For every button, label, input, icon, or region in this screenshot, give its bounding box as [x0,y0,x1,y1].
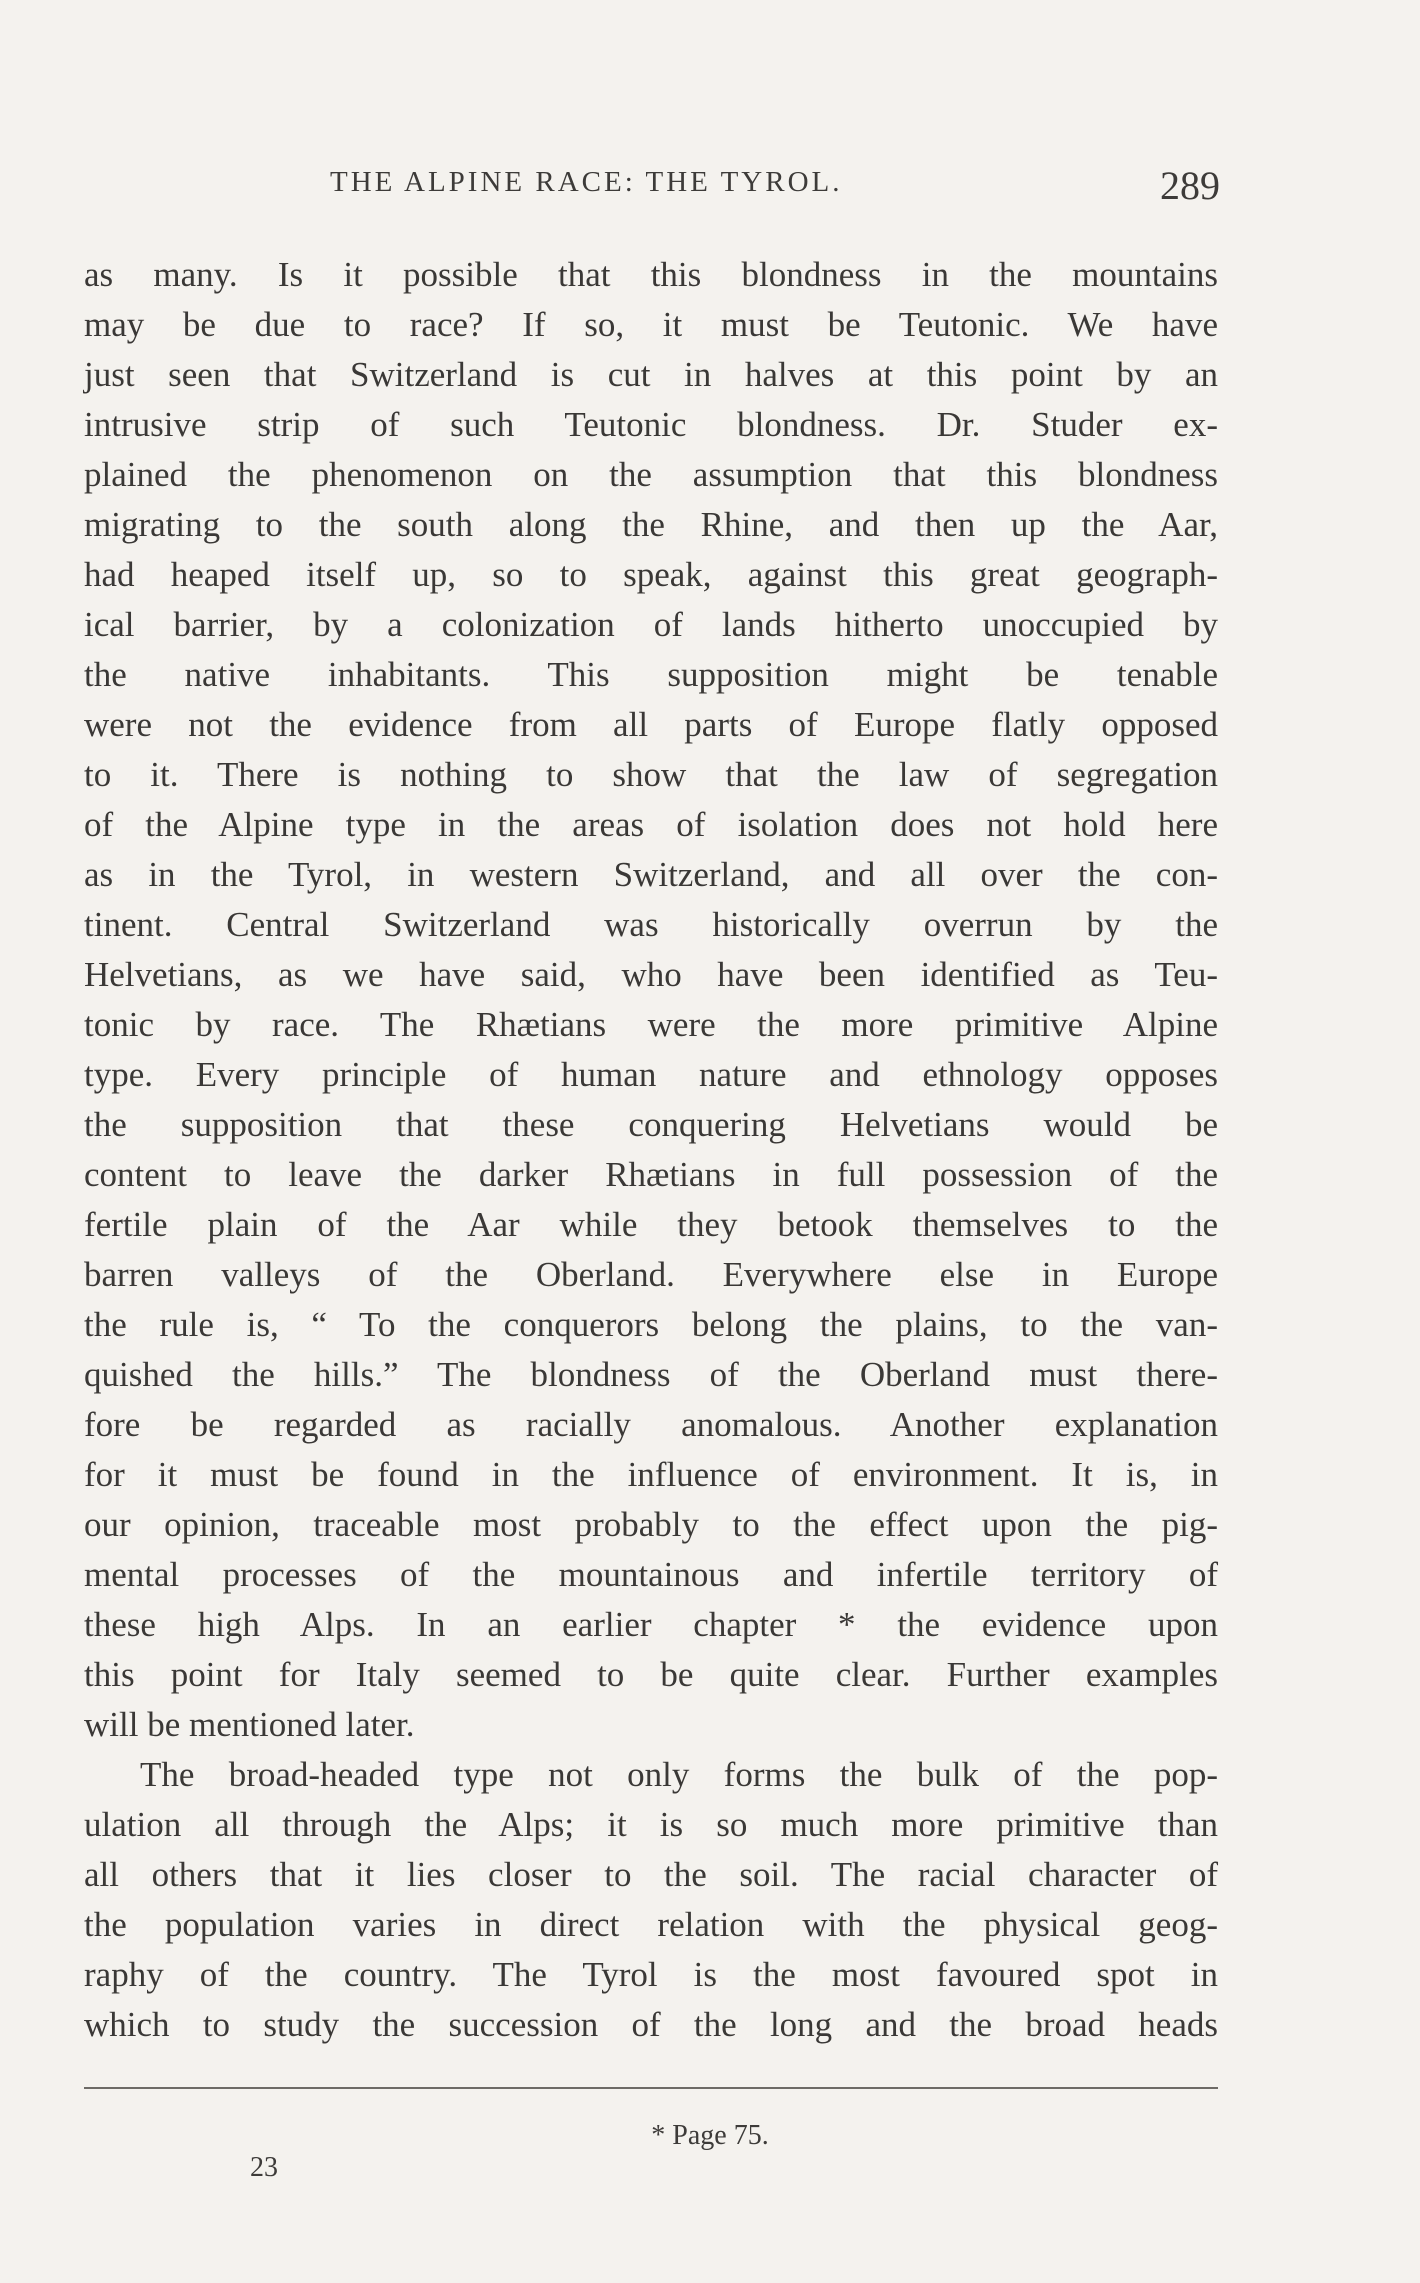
signature-mark: 23 [250,2152,278,2183]
text-line: type. Every principle of human nature and ethnology opposes [84,1055,1218,1094]
text-line: plained the phenomenon on the assumption that this blondness [84,455,1218,494]
text-line: fore be regarded as racially anomalous. Another explanation [84,1405,1218,1444]
text-line: barren valleys of the Oberland. Everywhere else in Europe [84,1255,1218,1294]
text-line: the supposition that these conquering Helvetians would be [84,1105,1218,1144]
text-line: had heaped itself up, so to speak, against this great geograph- [84,555,1218,594]
text-line: of the Alpine type in the areas of isolation does not hold here [84,805,1218,844]
text-line: raphy of the country. The Tyrol is the most favoured spot in [84,1955,1218,1994]
text-line: ical barrier, by a colonization of lands hitherto unoccupied by [84,605,1218,644]
text-line: which to study the succession of the long and the broad heads [84,2005,1218,2044]
text-line: as in the Tyrol, in western Switzerland, and all over the con- [84,855,1218,894]
text-line: these high Alps. In an earlier chapter * the evidence upon [84,1605,1218,1644]
text-line: just seen that Switzerland is cut in halves at this point by an [84,355,1218,394]
text-line: the rule is, “ To the conquerors belong the plains, to the van- [84,1305,1218,1344]
text-line: were not the evidence from all parts of Europe flatly opposed [84,705,1218,744]
text-line: for it must be found in the influence of environment. It is, in [84,1455,1218,1494]
text-line: migrating to the south along the Rhine, and then up the Aar, [84,505,1218,544]
running-head: THE ALPINE RACE: THE TYROL. [330,166,843,198]
text-line: ulation all through the Alps; it is so much more primitive than [84,1805,1218,1844]
text-line: fertile plain of the Aar while they betook themselves to the [84,1205,1218,1244]
text-line: to it. There is nothing to show that the law of segregation [84,755,1218,794]
text-line: the population varies in direct relation with the physical geog- [84,1905,1218,1944]
text-line: this point for Italy seemed to be quite clear. Further examples [84,1655,1218,1694]
text-line: our opinion, traceable most probably to the effect upon the pig- [84,1505,1218,1544]
text-line: Helvetians, as we have said, who have been identified as Teu- [84,955,1218,994]
text-line: The broad-headed type not only forms the bulk of the pop- [140,1755,1218,1794]
text-line: may be due to race? If so, it must be Teutonic. We have [84,305,1218,344]
text-line: mental processes of the mountainous and infertile territory of [84,1555,1218,1594]
text-line: content to leave the darker Rhætians in full possession of the [84,1155,1218,1194]
text-line: quished the hills.” The blondness of the Oberland must there- [84,1355,1218,1394]
text-line: intrusive strip of such Teutonic blondness. Dr. Studer ex- [84,405,1218,444]
text-line: tinent. Central Switzerland was historically overrun by the [84,905,1218,944]
footnote-rule [84,2087,1218,2089]
text-line: as many. Is it possible that this blondness in the mountains [84,255,1218,294]
page-number: 289 [1160,163,1220,208]
text-line: tonic by race. The Rhætians were the more primitive Alpine [84,1005,1218,1044]
body-text [84,250,1218,2050]
text-line: will be mentioned later. [84,1705,415,1744]
footnote: * Page 75. [651,2120,769,2151]
text-line: the native inhabitants. This supposition might be tenable [84,655,1218,694]
text-line: all others that it lies closer to the soil. The racial character of [84,1855,1218,1894]
